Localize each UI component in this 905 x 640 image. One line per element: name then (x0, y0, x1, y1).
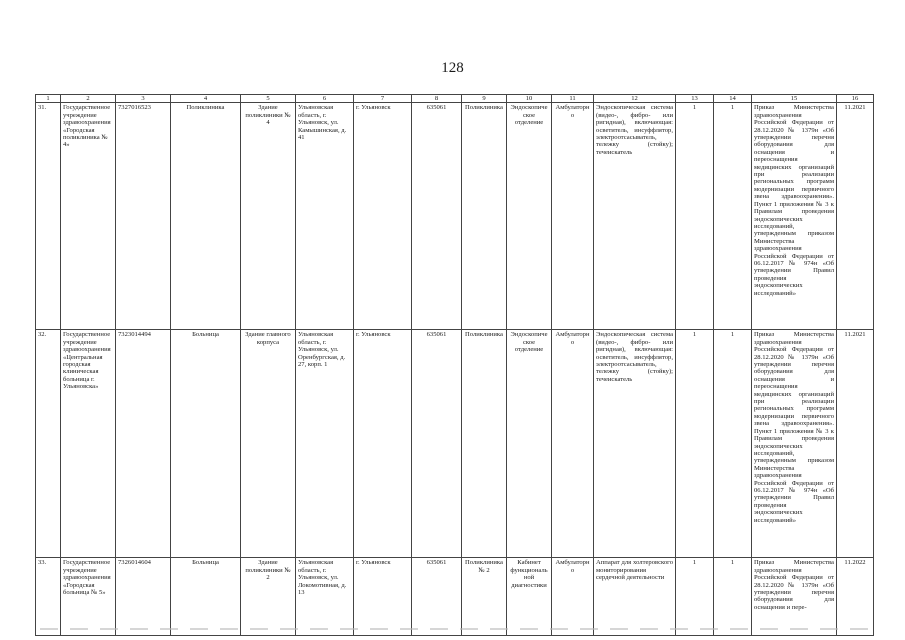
department: Кабинет функциональной диагностики (507, 558, 552, 636)
organization-name: Государственное учреждение здравоохранения «Городская больница № 5» (61, 558, 116, 636)
equipment: Эндоскопическая система (видео-, фибро- или ригидная), включающая: осветитель, инсуффлятор, электроотсасыватель, тележку (стойку); течеискатель (594, 330, 676, 558)
care-form: Амбулаторно (552, 103, 594, 330)
column-number: 12 (594, 95, 676, 103)
organization-name: Государственное учреждение здравоохранения «Городская поликлиника № 4» (61, 103, 116, 330)
table-row (36, 330, 874, 558)
unit: Поликлиника (462, 103, 507, 330)
quantity-planned: 1 (676, 103, 714, 330)
equipment: Эндоскопическая система (видео-, фибро- или ригидная), включающая: осветитель, инсуффлятор, электроотсасыватель, тележку (стойку); течеискатель (594, 103, 676, 330)
legal-basis: Приказ Министерства здравоохранения Российской Федерации от 28.12.2020 № 1379н «Об утверждении перечня оборудования для оснащения и пере- (752, 558, 837, 636)
column-number: 15 (752, 95, 837, 103)
address: Ульяновская область, г. Ульяновск, ул. Локомотивная, д. 13 (296, 558, 354, 636)
legal-basis: Приказ Министерства здравоохранения Российской Федерации от 28.12.2020 № 1379н «Об утверждении перечня оборудования для оснащения и переоснащения медицинских организаций при реализации региональных программ модернизации первичного звена здравоохранения». Пункт 1 приложения № 3 к Правилам проведения эндоскопических исследований, утвержденным приказом Министерства здравоохранения Российской Федерации от 06.12.2017 № 974н «Об утверждении Правил проведения эндоскопических исследований» (752, 330, 837, 558)
city: г. Ульяновск (354, 330, 412, 558)
quantity-planned: 1 (676, 558, 714, 636)
column-number: 9 (462, 95, 507, 103)
row-number: 33. (36, 558, 61, 636)
column-number: 1 (36, 95, 61, 103)
column-number: 6 (296, 95, 354, 103)
row-number: 32. (36, 330, 61, 558)
address: Ульяновская область, г. Ульяновск, ул. Камышинская, д. 41 (296, 103, 354, 330)
unit: Поликлиника № 2 (462, 558, 507, 636)
building: Здание поликлиники № 2 (241, 558, 296, 636)
table-row (36, 558, 874, 636)
column-number: 10 (507, 95, 552, 103)
column-number-row (36, 95, 874, 103)
column-number: 8 (412, 95, 462, 103)
department: Эндоскопическое отделение (507, 103, 552, 330)
facility-type: Больница (171, 330, 241, 558)
delivery-date: 11.2021 (837, 103, 874, 330)
equipment: Аппарат для холтеровского мониторирования сердечной деятельности (594, 558, 676, 636)
quantity-required: 1 (714, 558, 752, 636)
unit: Поликлиника (462, 330, 507, 558)
inn: 7323014494 (116, 330, 171, 558)
column-number: 7 (354, 95, 412, 103)
equipment-table (35, 94, 874, 636)
care-form: Амбулаторно (552, 558, 594, 636)
organization-name: Государственное учреждение здравоохранения «Центральная городская клиническая больница г. Ульяновска» (61, 330, 116, 558)
care-form: Амбулаторно (552, 330, 594, 558)
oktmo-code: 635061 (412, 330, 462, 558)
inn: 7327016523 (116, 103, 171, 330)
column-number: 2 (61, 95, 116, 103)
facility-type: Больница (171, 558, 241, 636)
scan-artifact-line (40, 628, 870, 630)
quantity-required: 1 (714, 330, 752, 558)
legal-basis: Приказ Министерства здравоохранения Российской Федерации от 28.12.2020 № 1379н «Об утверждении перечня оборудования для оснащения и переоснащения медицинских организаций при реализации региональных программ модернизации первичного звена здравоохранения». Пункт 1 приложения № 3 к Правилам проведения эндоскопических исследований, утвержденным приказом Министерства здравоохранения Российской Федерации от 06.12.2017 № 974н «Об утверждении Правил проведения эндоскопических исследований» (752, 103, 837, 330)
column-number: 14 (714, 95, 752, 103)
quantity-planned: 1 (676, 330, 714, 558)
inn: 7326014604 (116, 558, 171, 636)
column-number: 4 (171, 95, 241, 103)
quantity-required: 1 (714, 103, 752, 330)
building: Здание главного корпуса (241, 330, 296, 558)
column-number: 5 (241, 95, 296, 103)
facility-type: Поликлиника (171, 103, 241, 330)
department: Эндоскопическое отделение (507, 330, 552, 558)
column-number: 13 (676, 95, 714, 103)
building: Здание поликлиники № 4 (241, 103, 296, 330)
address: Ульяновская область, г. Ульяновск, ул. Оренбургская, д. 27, корп. 1 (296, 330, 354, 558)
delivery-date: 11.2022 (837, 558, 874, 636)
page-number: 128 (441, 60, 464, 76)
city: г. Ульяновск (354, 103, 412, 330)
column-number: 16 (837, 95, 874, 103)
oktmo-code: 635061 (412, 103, 462, 330)
column-number: 11 (552, 95, 594, 103)
row-number: 31. (36, 103, 61, 330)
table-row (36, 103, 874, 330)
column-number: 3 (116, 95, 171, 103)
delivery-date: 11.2021 (837, 330, 874, 558)
city: г. Ульяновск (354, 558, 412, 636)
oktmo-code: 635061 (412, 558, 462, 636)
